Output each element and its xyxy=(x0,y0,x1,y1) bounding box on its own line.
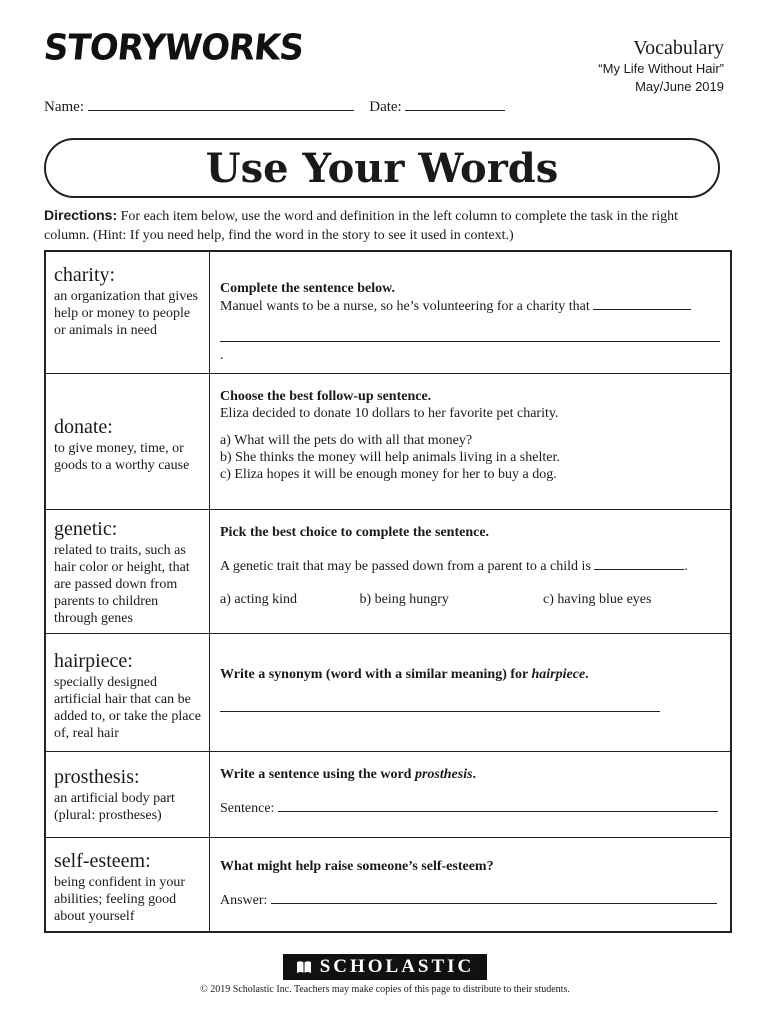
task-instruction: What might help raise someone’s self-esteem? xyxy=(220,858,494,874)
task-cell xyxy=(210,251,732,373)
vocab-word: hairpiece: xyxy=(54,649,133,672)
option-c[interactable]: c) having blue eyes xyxy=(543,591,652,607)
period: . xyxy=(220,348,224,363)
section-title: Vocabulary xyxy=(633,37,724,59)
task-instruction: Complete the sentence below. xyxy=(220,281,395,296)
vocab-word: prosthesis: xyxy=(54,765,140,788)
option-c[interactable]: c) Eliza hopes it will be enough money for her to buy a dog. xyxy=(220,466,557,482)
directions-text: For each item below, use the word and definition in the left column to complete the task in the right column. (Hint: If you need help, find the word in the story to see it used in context.) xyxy=(44,209,679,243)
option-list xyxy=(220,591,720,608)
page-title-box xyxy=(44,138,720,198)
task-prompt xyxy=(220,557,720,575)
option-list xyxy=(220,432,720,483)
vocab-definition: related to traits, such as hair color or height, that are passed down from parents to children through genes xyxy=(54,542,190,626)
period: . xyxy=(472,766,477,782)
instruction-text: Write a synonym (word with a similar meaning) for xyxy=(220,666,528,682)
period: . xyxy=(585,666,589,682)
task-prompt: Eliza decided to donate 10 dollars to her favorite pet charity. xyxy=(220,405,559,421)
date-label: Date: xyxy=(369,99,402,115)
word-cell xyxy=(45,373,210,509)
answer-blank[interactable] xyxy=(594,557,684,570)
answer-blank[interactable] xyxy=(271,891,717,904)
vocab-word: self-esteem: xyxy=(54,849,151,872)
table-row xyxy=(45,837,731,932)
answer-line-row xyxy=(220,699,720,717)
issue-date: May/June 2019 xyxy=(635,79,724,94)
word-cell xyxy=(45,633,210,751)
task-instruction: Choose the best follow-up sentence. xyxy=(220,388,432,404)
vocab-definition: an organization that gives help or money to people or animals in need xyxy=(54,289,198,338)
answer-line-row xyxy=(220,891,720,909)
answer-blank[interactable] xyxy=(593,297,691,310)
task-cell xyxy=(210,837,732,932)
instruction-word: prosthesis xyxy=(414,766,473,782)
table-row xyxy=(45,373,731,509)
book-icon xyxy=(296,960,312,974)
table-row xyxy=(45,751,731,837)
answer-line-row xyxy=(220,799,720,817)
directions-label: Directions: xyxy=(44,207,118,223)
answer-blank[interactable] xyxy=(220,329,720,342)
answer-label: Sentence: xyxy=(220,800,275,816)
instruction-word: hairpiece xyxy=(531,666,586,682)
period: . xyxy=(684,558,688,574)
prompt-text: Manuel wants to be a nurse, so he’s volunteering for a charity that xyxy=(220,299,590,314)
storyworks-logo: STORYWORKS xyxy=(41,27,306,69)
copyright-notice: © 2019 Scholastic Inc. Teachers may make copies of this page to distribute to their students. xyxy=(200,984,570,995)
word-cell xyxy=(45,751,210,837)
name-field[interactable] xyxy=(88,98,354,111)
date-field[interactable] xyxy=(405,98,505,111)
instruction-text: Write a sentence using the word xyxy=(220,766,412,782)
vocab-definition: to give money, time, or goods to a worthy cause xyxy=(54,440,190,473)
directions xyxy=(44,206,724,245)
answer-blank[interactable] xyxy=(220,699,660,712)
story-title: “My Life Without Hair” xyxy=(598,61,724,76)
answer-label: Answer: xyxy=(220,892,268,908)
task-instruction xyxy=(220,766,720,783)
table-row xyxy=(45,509,731,633)
word-cell xyxy=(45,837,210,932)
vocabulary-table xyxy=(44,250,732,933)
page-title: Use Your Words xyxy=(205,145,559,192)
vocab-word: donate: xyxy=(54,415,113,438)
vocab-word: charity: xyxy=(54,264,116,286)
answer-line-row xyxy=(220,329,720,364)
task-cell xyxy=(210,751,732,837)
vocab-definition: an artificial body part (plural: prostheses) xyxy=(54,790,175,823)
option-b[interactable]: b) She thinks the money will help animals living in a shelter. xyxy=(220,449,560,465)
option-a[interactable]: a) acting kind xyxy=(220,591,297,607)
name-date-row xyxy=(44,98,505,116)
option-a[interactable]: a) What will the pets do with all that money? xyxy=(220,432,473,448)
header-info xyxy=(598,36,724,96)
name-label: Name: xyxy=(44,99,84,115)
vocab-word: genetic: xyxy=(54,517,118,540)
task-cell xyxy=(210,509,732,633)
table-row xyxy=(45,633,731,751)
task-prompt xyxy=(220,297,720,315)
task-cell xyxy=(210,373,732,509)
vocab-definition: being confident in your abilities; feeling good about yourself xyxy=(54,874,186,924)
task-cell xyxy=(210,633,732,751)
task-instruction: Pick the best choice to complete the sentence. xyxy=(220,524,490,540)
task-instruction xyxy=(220,666,720,683)
vocab-definition: specially designed artificial hair that can be added to, or take the place of, real hair xyxy=(54,674,201,741)
publisher-name: SCHOLASTIC xyxy=(319,956,475,977)
answer-blank[interactable] xyxy=(278,799,718,812)
word-cell xyxy=(45,251,210,373)
word-cell xyxy=(45,509,210,633)
option-b[interactable]: b) being hungry xyxy=(359,591,449,607)
scholastic-logo xyxy=(283,954,487,980)
table-row xyxy=(45,251,731,373)
prompt-text: A genetic trait that may be passed down from a parent to a child is xyxy=(220,558,591,574)
